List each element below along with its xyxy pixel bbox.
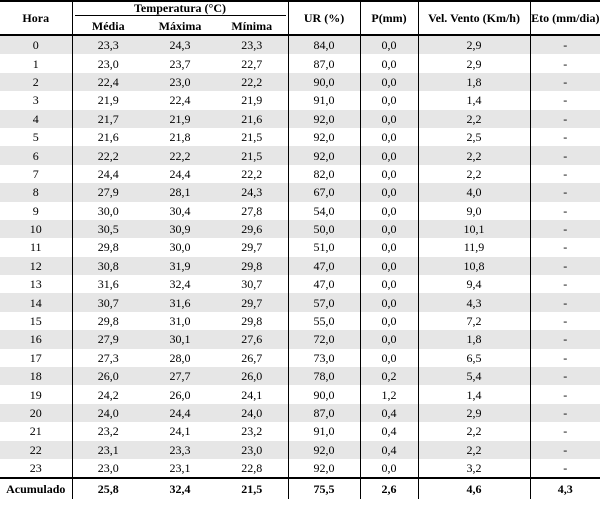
cell-ur: 57,0 — [288, 293, 360, 311]
table-total-row — [0, 478, 600, 499]
cell-vento: 7,2 — [418, 312, 530, 330]
cell-vento: 2,5 — [418, 128, 530, 146]
cell-eto: - — [530, 404, 600, 422]
cell-minima: 27,6 — [216, 330, 288, 348]
table-row — [0, 293, 600, 311]
cell-vento: 2,9 — [418, 404, 530, 422]
cell-media: 23,3 — [72, 35, 144, 54]
cell-ur: 73,0 — [288, 349, 360, 367]
cell-eto: - — [530, 165, 600, 183]
cell-p: 0,4 — [360, 441, 418, 459]
cell-minima: 22,7 — [216, 54, 288, 72]
cell-ur: 51,0 — [288, 238, 360, 256]
total-media: 25,8 — [72, 478, 144, 499]
cell-media: 24,4 — [72, 165, 144, 183]
cell-ur: 92,0 — [288, 146, 360, 164]
cell-eto: - — [530, 349, 600, 367]
cell-maxima: 31,9 — [144, 257, 216, 275]
cell-maxima: 21,8 — [144, 128, 216, 146]
cell-hora: 15 — [0, 312, 72, 330]
table-row — [0, 404, 600, 422]
cell-minima: 27,8 — [216, 202, 288, 220]
cell-vento: 10,1 — [418, 220, 530, 238]
cell-minima: 24,3 — [216, 183, 288, 201]
total-label: Acumulado — [0, 478, 72, 499]
header-eto: Eto (mm/dia) — [530, 1, 600, 35]
cell-media: 23,2 — [72, 422, 144, 440]
cell-vento: 1,8 — [418, 73, 530, 91]
cell-hora: 4 — [0, 110, 72, 128]
cell-hora: 16 — [0, 330, 72, 348]
cell-p: 0,0 — [360, 349, 418, 367]
total-ur: 75,5 — [288, 478, 360, 499]
cell-hora: 17 — [0, 349, 72, 367]
cell-hora: 23 — [0, 459, 72, 478]
cell-p: 0,0 — [360, 146, 418, 164]
cell-p: 0,0 — [360, 183, 418, 201]
table-row — [0, 128, 600, 146]
header-media: Média — [72, 17, 144, 35]
table-row — [0, 183, 600, 201]
cell-minima: 29,7 — [216, 238, 288, 256]
cell-media: 30,0 — [72, 202, 144, 220]
cell-ur: 92,0 — [288, 128, 360, 146]
cell-media: 24,2 — [72, 385, 144, 403]
cell-eto: - — [530, 422, 600, 440]
cell-minima: 23,2 — [216, 422, 288, 440]
cell-hora: 13 — [0, 275, 72, 293]
cell-media: 30,7 — [72, 293, 144, 311]
cell-eto: - — [530, 220, 600, 238]
cell-minima: 29,6 — [216, 220, 288, 238]
header-temperatura-group — [72, 1, 288, 17]
cell-minima: 26,7 — [216, 349, 288, 367]
cell-ur: 87,0 — [288, 54, 360, 72]
cell-maxima: 21,9 — [144, 110, 216, 128]
cell-hora: 8 — [0, 183, 72, 201]
header-group-row — [0, 1, 600, 17]
cell-maxima: 23,0 — [144, 73, 216, 91]
cell-media: 21,9 — [72, 91, 144, 109]
cell-maxima: 23,3 — [144, 441, 216, 459]
cell-ur: 87,0 — [288, 404, 360, 422]
cell-eto: - — [530, 257, 600, 275]
total-maxima: 32,4 — [144, 478, 216, 499]
table-row — [0, 91, 600, 109]
cell-media: 22,2 — [72, 146, 144, 164]
table-row — [0, 330, 600, 348]
cell-eto: - — [530, 459, 600, 478]
cell-maxima: 30,1 — [144, 330, 216, 348]
cell-hora: 21 — [0, 422, 72, 440]
cell-maxima: 22,4 — [144, 91, 216, 109]
cell-media: 30,5 — [72, 220, 144, 238]
cell-minima: 23,3 — [216, 35, 288, 54]
cell-vento: 2,9 — [418, 54, 530, 72]
cell-hora: 10 — [0, 220, 72, 238]
cell-minima: 29,8 — [216, 257, 288, 275]
cell-vento: 2,2 — [418, 441, 530, 459]
cell-maxima: 24,3 — [144, 35, 216, 54]
cell-hora: 7 — [0, 165, 72, 183]
cell-eto: - — [530, 441, 600, 459]
cell-p: 0,0 — [360, 257, 418, 275]
total-minima: 21,5 — [216, 478, 288, 499]
cell-minima: 21,5 — [216, 146, 288, 164]
table-row — [0, 110, 600, 128]
cell-ur: 67,0 — [288, 183, 360, 201]
cell-eto: - — [530, 73, 600, 91]
cell-p: 0,0 — [360, 330, 418, 348]
cell-minima: 29,7 — [216, 293, 288, 311]
cell-minima: 21,5 — [216, 128, 288, 146]
cell-eto: - — [530, 312, 600, 330]
cell-minima: 30,7 — [216, 275, 288, 293]
cell-media: 27,3 — [72, 349, 144, 367]
cell-media: 29,8 — [72, 238, 144, 256]
cell-maxima: 24,4 — [144, 404, 216, 422]
cell-minima: 24,1 — [216, 385, 288, 403]
cell-maxima: 27,7 — [144, 367, 216, 385]
table-header — [0, 1, 600, 35]
cell-hora: 19 — [0, 385, 72, 403]
cell-vento: 6,5 — [418, 349, 530, 367]
cell-hora: 11 — [0, 238, 72, 256]
cell-p: 0,0 — [360, 238, 418, 256]
cell-vento: 9,4 — [418, 275, 530, 293]
cell-maxima: 28,1 — [144, 183, 216, 201]
header-minima: Mínima — [216, 17, 288, 35]
cell-p: 1,2 — [360, 385, 418, 403]
cell-minima: 23,0 — [216, 441, 288, 459]
table-row — [0, 422, 600, 440]
cell-ur: 54,0 — [288, 202, 360, 220]
table-row — [0, 459, 600, 478]
cell-minima: 26,0 — [216, 367, 288, 385]
cell-maxima: 30,4 — [144, 202, 216, 220]
cell-ur: 47,0 — [288, 257, 360, 275]
cell-eto: - — [530, 367, 600, 385]
cell-maxima: 31,6 — [144, 293, 216, 311]
header-temperatura-label: Temperatura (°C) — [75, 2, 286, 16]
cell-media: 23,1 — [72, 441, 144, 459]
cell-p: 0,0 — [360, 293, 418, 311]
cell-ur: 72,0 — [288, 330, 360, 348]
cell-maxima: 30,0 — [144, 238, 216, 256]
total-vento: 4,6 — [418, 478, 530, 499]
cell-p: 0,0 — [360, 165, 418, 183]
cell-hora: 2 — [0, 73, 72, 91]
total-eto: 4,3 — [530, 478, 600, 499]
cell-eto: - — [530, 91, 600, 109]
cell-ur: 84,0 — [288, 35, 360, 54]
cell-vento: 3,2 — [418, 459, 530, 478]
cell-maxima: 24,1 — [144, 422, 216, 440]
cell-ur: 90,0 — [288, 73, 360, 91]
cell-vento: 2,2 — [418, 422, 530, 440]
table-row — [0, 35, 600, 54]
cell-ur: 78,0 — [288, 367, 360, 385]
cell-hora: 22 — [0, 441, 72, 459]
cell-p: 0,0 — [360, 128, 418, 146]
cell-hora: 12 — [0, 257, 72, 275]
cell-eto: - — [530, 385, 600, 403]
cell-eto: - — [530, 202, 600, 220]
cell-ur: 47,0 — [288, 275, 360, 293]
cell-media: 30,8 — [72, 257, 144, 275]
cell-media: 22,4 — [72, 73, 144, 91]
cell-maxima: 22,2 — [144, 146, 216, 164]
table-row — [0, 275, 600, 293]
cell-ur: 55,0 — [288, 312, 360, 330]
cell-eto: - — [530, 293, 600, 311]
cell-vento: 2,2 — [418, 165, 530, 183]
header-hora: Hora — [0, 1, 72, 35]
cell-p: 0,0 — [360, 73, 418, 91]
cell-minima: 24,0 — [216, 404, 288, 422]
cell-hora: 20 — [0, 404, 72, 422]
cell-media: 31,6 — [72, 275, 144, 293]
cell-media: 27,9 — [72, 330, 144, 348]
table-row — [0, 349, 600, 367]
cell-media: 23,0 — [72, 459, 144, 478]
cell-minima: 21,6 — [216, 110, 288, 128]
cell-ur: 90,0 — [288, 385, 360, 403]
cell-ur: 91,0 — [288, 422, 360, 440]
header-p: P(mm) — [360, 1, 418, 35]
cell-media: 21,6 — [72, 128, 144, 146]
cell-maxima: 23,7 — [144, 54, 216, 72]
cell-minima: 22,2 — [216, 73, 288, 91]
cell-p: 0,0 — [360, 91, 418, 109]
cell-p: 0,0 — [360, 202, 418, 220]
cell-maxima: 28,0 — [144, 349, 216, 367]
cell-media: 26,0 — [72, 367, 144, 385]
cell-ur: 92,0 — [288, 459, 360, 478]
cell-p: 0,4 — [360, 404, 418, 422]
header-vel-vento: Vel. Vento (Km/h) — [418, 1, 530, 35]
cell-hora: 0 — [0, 35, 72, 54]
cell-vento: 4,3 — [418, 293, 530, 311]
cell-eto: - — [530, 183, 600, 201]
cell-hora: 18 — [0, 367, 72, 385]
cell-vento: 4,0 — [418, 183, 530, 201]
cell-maxima: 32,4 — [144, 275, 216, 293]
cell-eto: - — [530, 275, 600, 293]
total-p: 2,6 — [360, 478, 418, 499]
cell-eto: - — [530, 128, 600, 146]
table-row — [0, 312, 600, 330]
cell-hora: 5 — [0, 128, 72, 146]
cell-vento: 11,9 — [418, 238, 530, 256]
cell-hora: 14 — [0, 293, 72, 311]
cell-media: 21,7 — [72, 110, 144, 128]
cell-hora: 9 — [0, 202, 72, 220]
cell-media: 24,0 — [72, 404, 144, 422]
table-row — [0, 238, 600, 256]
cell-media: 23,0 — [72, 54, 144, 72]
cell-p: 0,0 — [360, 312, 418, 330]
cell-p: 0,0 — [360, 54, 418, 72]
cell-eto: - — [530, 238, 600, 256]
cell-hora: 6 — [0, 146, 72, 164]
cell-maxima: 31,0 — [144, 312, 216, 330]
cell-minima: 22,2 — [216, 165, 288, 183]
table-row — [0, 367, 600, 385]
cell-minima: 21,9 — [216, 91, 288, 109]
cell-vento: 2,9 — [418, 35, 530, 54]
cell-p: 0,0 — [360, 35, 418, 54]
cell-minima: 29,8 — [216, 312, 288, 330]
cell-eto: - — [530, 35, 600, 54]
table-row — [0, 257, 600, 275]
cell-eto: - — [530, 330, 600, 348]
cell-vento: 1,8 — [418, 330, 530, 348]
table-row — [0, 441, 600, 459]
cell-vento: 2,2 — [418, 146, 530, 164]
table-row — [0, 202, 600, 220]
cell-p: 0,2 — [360, 367, 418, 385]
table-row — [0, 73, 600, 91]
table-body — [0, 35, 600, 499]
cell-vento: 1,4 — [418, 385, 530, 403]
cell-eto: - — [530, 146, 600, 164]
cell-hora: 3 — [0, 91, 72, 109]
cell-maxima: 23,1 — [144, 459, 216, 478]
cell-p: 0,4 — [360, 422, 418, 440]
cell-eto: - — [530, 110, 600, 128]
cell-p: 0,0 — [360, 220, 418, 238]
table-row — [0, 385, 600, 403]
table-row — [0, 146, 600, 164]
cell-p: 0,0 — [360, 275, 418, 293]
cell-maxima: 26,0 — [144, 385, 216, 403]
cell-ur: 92,0 — [288, 110, 360, 128]
table-row — [0, 54, 600, 72]
header-maxima: Máxima — [144, 17, 216, 35]
cell-maxima: 24,4 — [144, 165, 216, 183]
cell-maxima: 30,9 — [144, 220, 216, 238]
cell-eto: - — [530, 54, 600, 72]
cell-vento: 1,4 — [418, 91, 530, 109]
cell-p: 0,0 — [360, 459, 418, 478]
cell-media: 27,9 — [72, 183, 144, 201]
table-row — [0, 220, 600, 238]
cell-minima: 22,8 — [216, 459, 288, 478]
header-ur: UR (%) — [288, 1, 360, 35]
cell-ur: 91,0 — [288, 91, 360, 109]
cell-hora: 1 — [0, 54, 72, 72]
cell-ur: 82,0 — [288, 165, 360, 183]
cell-vento: 2,2 — [418, 110, 530, 128]
cell-vento: 9,0 — [418, 202, 530, 220]
cell-p: 0,0 — [360, 110, 418, 128]
cell-ur: 50,0 — [288, 220, 360, 238]
cell-vento: 10,8 — [418, 257, 530, 275]
cell-ur: 92,0 — [288, 441, 360, 459]
table-row — [0, 165, 600, 183]
cell-vento: 5,4 — [418, 367, 530, 385]
cell-media: 29,8 — [72, 312, 144, 330]
